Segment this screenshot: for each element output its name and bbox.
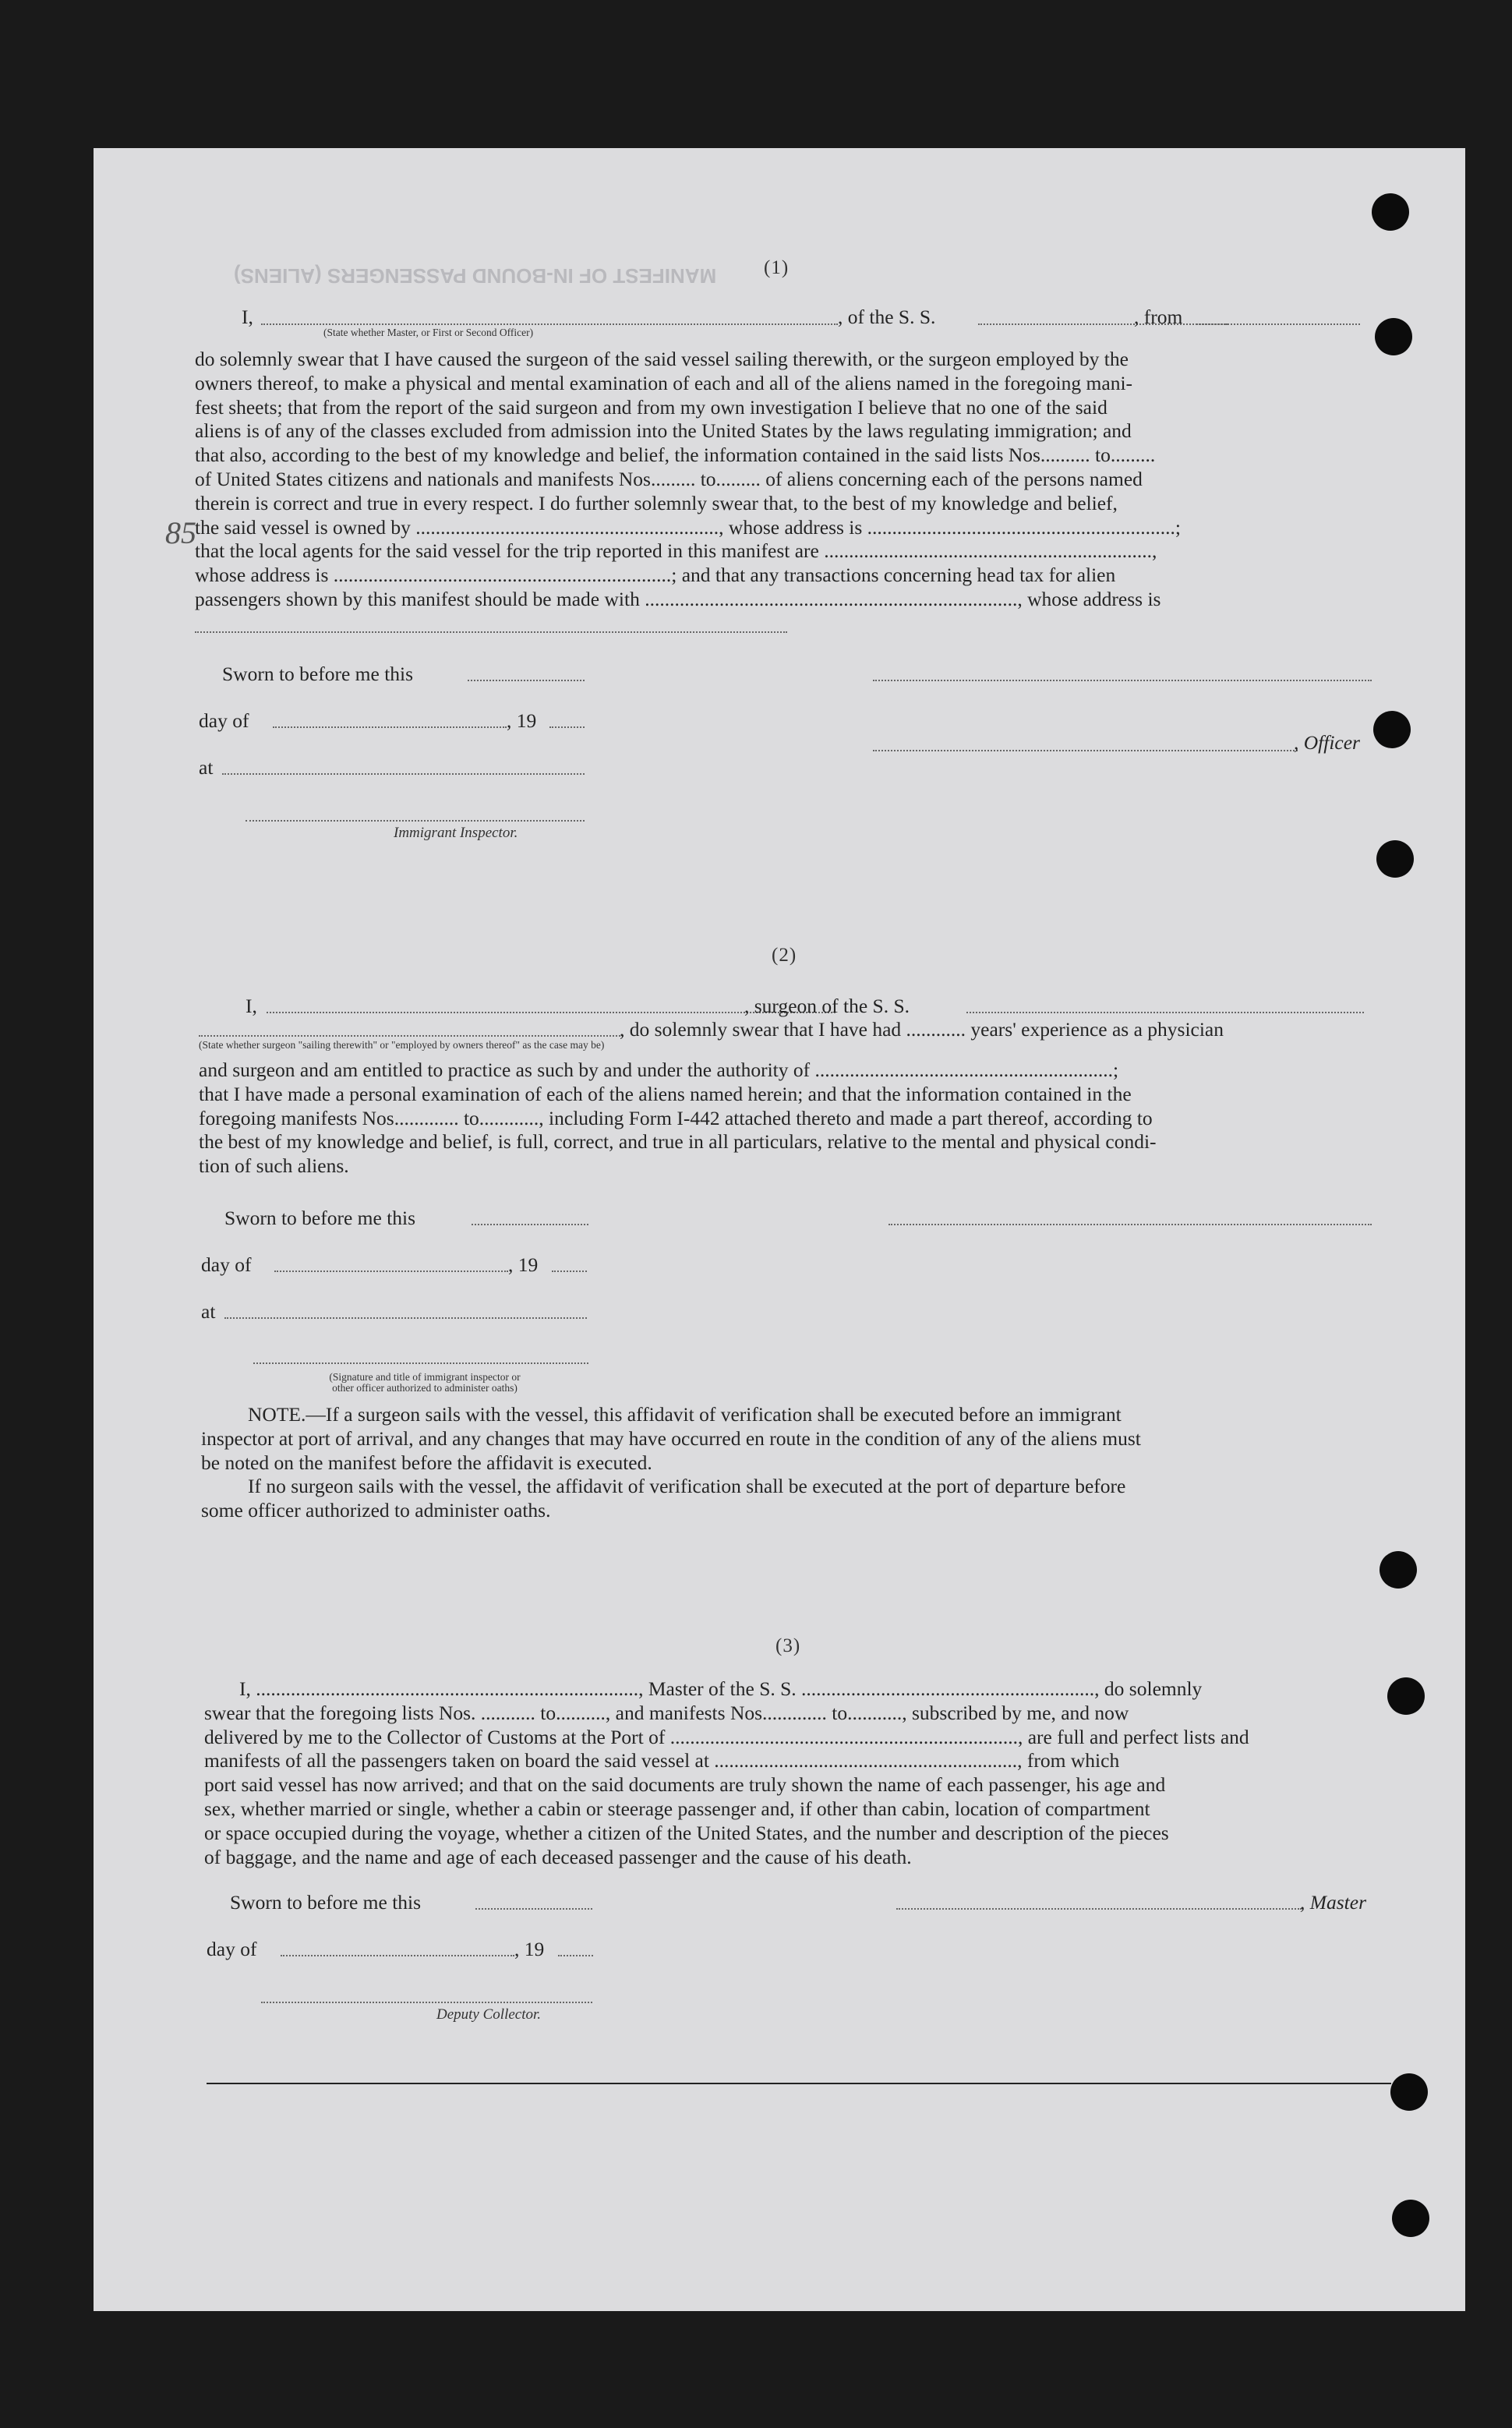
s2-signature-blank[interactable] (888, 1224, 1372, 1225)
form-sheet (94, 148, 1465, 2311)
s2-inspector-caption-2: other officer authorized to administer oaths) (332, 1382, 518, 1394)
s1-officer-label: , Officer (1294, 731, 1360, 754)
s2-sworn-blank[interactable] (472, 1224, 588, 1225)
s1-of-ss-label: , of the S. S. (838, 306, 936, 328)
s2-at-label: at (201, 1300, 216, 1323)
s1-sworn-blank[interactable] (468, 680, 585, 681)
s3-master-label: , Master (1300, 1891, 1366, 1914)
section-3-number: (3) (775, 1635, 801, 1656)
s2-status-subcaption: (State whether surgeon "sailing therewith" or "employed by owners thereof" as the case may be) (199, 1039, 605, 1051)
s2-oath-body: and surgeon and am entitled to practice as such by and under the authority of ............................................................; that I have made a personal examination of each of the aliens named herein; and that the information contained in the foregoing manifests Nos............. to............, including Form I-442 attached thereto and made a part thereof, according to the best of my knowledge and belief, is full, correct, and true in all particulars, relative to the mental and physical condi- tion of such aliens. (199, 1058, 1157, 1178)
s1-from-blank[interactable] (1196, 323, 1360, 325)
s1-name-blank[interactable] (261, 323, 838, 325)
s1-day-blank[interactable] (273, 726, 507, 728)
s1-inspector-blank[interactable] (246, 820, 585, 822)
s2-surgeon-label: , surgeon of the S. S. (744, 995, 910, 1017)
s2-sworn-label: Sworn to before me this (224, 1207, 416, 1229)
s2-day-label: day of (201, 1253, 252, 1276)
s2-inspector-caption-1: (Signature and title of immigrant inspector or (329, 1371, 521, 1383)
s3-collector-blank[interactable] (261, 2002, 592, 2003)
s1-from-label: , from (1134, 306, 1183, 328)
margin-handwritten-number: 85 (165, 515, 196, 550)
s2-year-blank[interactable] (552, 1271, 587, 1272)
s3-year-blank[interactable] (558, 1955, 593, 1956)
s1-at-blank[interactable] (222, 773, 585, 775)
punch-hole (1372, 193, 1409, 231)
s1-officer-blank[interactable] (873, 750, 1298, 751)
s1-ship-blank[interactable] (978, 323, 1228, 325)
punch-hole (1392, 2200, 1429, 2237)
s2-day-blank[interactable] (274, 1271, 508, 1272)
s1-transactions-blank[interactable] (195, 631, 787, 633)
s3-sworn-blank[interactable] (475, 1908, 592, 1910)
s1-year-blank[interactable] (549, 726, 585, 728)
s2-status-blank[interactable] (199, 1035, 624, 1037)
s1-sworn-label: Sworn to before me this (222, 663, 414, 685)
s2-at-blank[interactable] (224, 1317, 587, 1319)
punch-hole (1390, 2073, 1428, 2111)
s1-officer-subcaption: (State whether Master, or First or Second Officer) (323, 327, 534, 338)
s2-inspector-blank[interactable] (253, 1362, 588, 1364)
s1-day-label: day of (199, 709, 249, 732)
s2-year-label: , 19 (508, 1253, 539, 1276)
punch-hole (1387, 1677, 1425, 1715)
s3-sworn-label: Sworn to before me this (230, 1891, 422, 1914)
s1-i-label: I, (242, 306, 253, 328)
s3-master-blank[interactable] (896, 1908, 1302, 1910)
s1-at-label: at (199, 756, 214, 779)
punch-hole (1380, 1551, 1417, 1589)
section-1-number: (1) (764, 257, 790, 278)
section-2-number: (2) (772, 945, 797, 966)
punch-hole (1376, 840, 1414, 878)
s1-year-label: , 19 (507, 709, 537, 732)
s1-oath-body: do solemnly swear that I have caused the surgeon of the said vessel sailing therewith, or the surgeon employed by the owners thereof, to make a physical and mental examination of each and all of the aliens named in the foregoing mani- fest sheets; that from the report of the said surgeon and from my own investigation I believe that no one of the said aliens is of any of the classes excluded from admission into the United States by the laws regulating immigration; and that also, according to the best of my knowledge and belief, the information contained in the said lists Nos.......... to......... of United States citizens and nationals and manifests Nos......... to......... of aliens concerning each of the persons named therein is correct and true in every respect. I do further solemnly swear that, to the best of my knowledge and belief, the said vessel is owned by ............................................................., whose address is ..............................................................; that the local agents for the said vessel for the trip reported in this manifest are .................................................................., whose address is ....................................................................; and that any transactions concerning head tax for alien passengers shown by this manifest should be made with ..........................................................................., whose address is (195, 348, 1182, 610)
s2-note: NOTE.—If a surgeon sails with the vessel, this affidavit of verification shall be executed before an immigrant inspector at port of arrival, and any changes that may have occurred en route in the condition of any of the aliens must be noted on the manifest before the affidavit is executed. If no surgeon sails with the vessel, the affidavit of verification shall be executed at the port of departure before some officer authorized to administer oaths. (201, 1403, 1141, 1522)
punch-hole (1375, 318, 1412, 355)
s2-ship-blank[interactable] (966, 1012, 1364, 1013)
s3-day-label: day of (207, 1938, 257, 1960)
bottom-rule (207, 2083, 1391, 2084)
s2-i-label: I, (246, 995, 257, 1017)
s3-oath-body: I, ............................................................................., Master of the S. S. ..........................................................., do solemnly swear that the foregoing lists Nos. ........... to.........., and manifests Nos............. to..........., subscribed by me, and now delivered by me to the Collector of Customs at the Port of ......................................................................, are full and perfect lists and manifests of all the passengers taken on board the said vessel at ............................................................., from which port said vessel has now arrived; and that on the said documents are truly shown the name of each passenger, his age and sex, whether married or single, whether a cabin or steerage passenger and, if other than cabin, location of compartment or space occupied during the voyage, whether a citizen of the United States, and the number and description of the pieces of baggage, and the name and age of each deceased passenger and the cause of his death. (204, 1677, 1249, 1868)
s1-signature-blank[interactable] (873, 680, 1372, 681)
s3-day-blank[interactable] (281, 1955, 514, 1956)
s3-year-label: , 19 (514, 1938, 545, 1960)
s1-inspector-caption: Immigrant Inspector. (394, 825, 518, 841)
bleed-through-header: MANIFEST OF IN-BOUND PASSENGERS (ALIENS) (234, 264, 717, 288)
s2-swear-line: , do solemnly swear that I have had ............ years' experience as a physician (620, 1018, 1224, 1041)
s3-collector-caption: Deputy Collector. (436, 2006, 542, 2023)
punch-hole (1373, 711, 1411, 748)
